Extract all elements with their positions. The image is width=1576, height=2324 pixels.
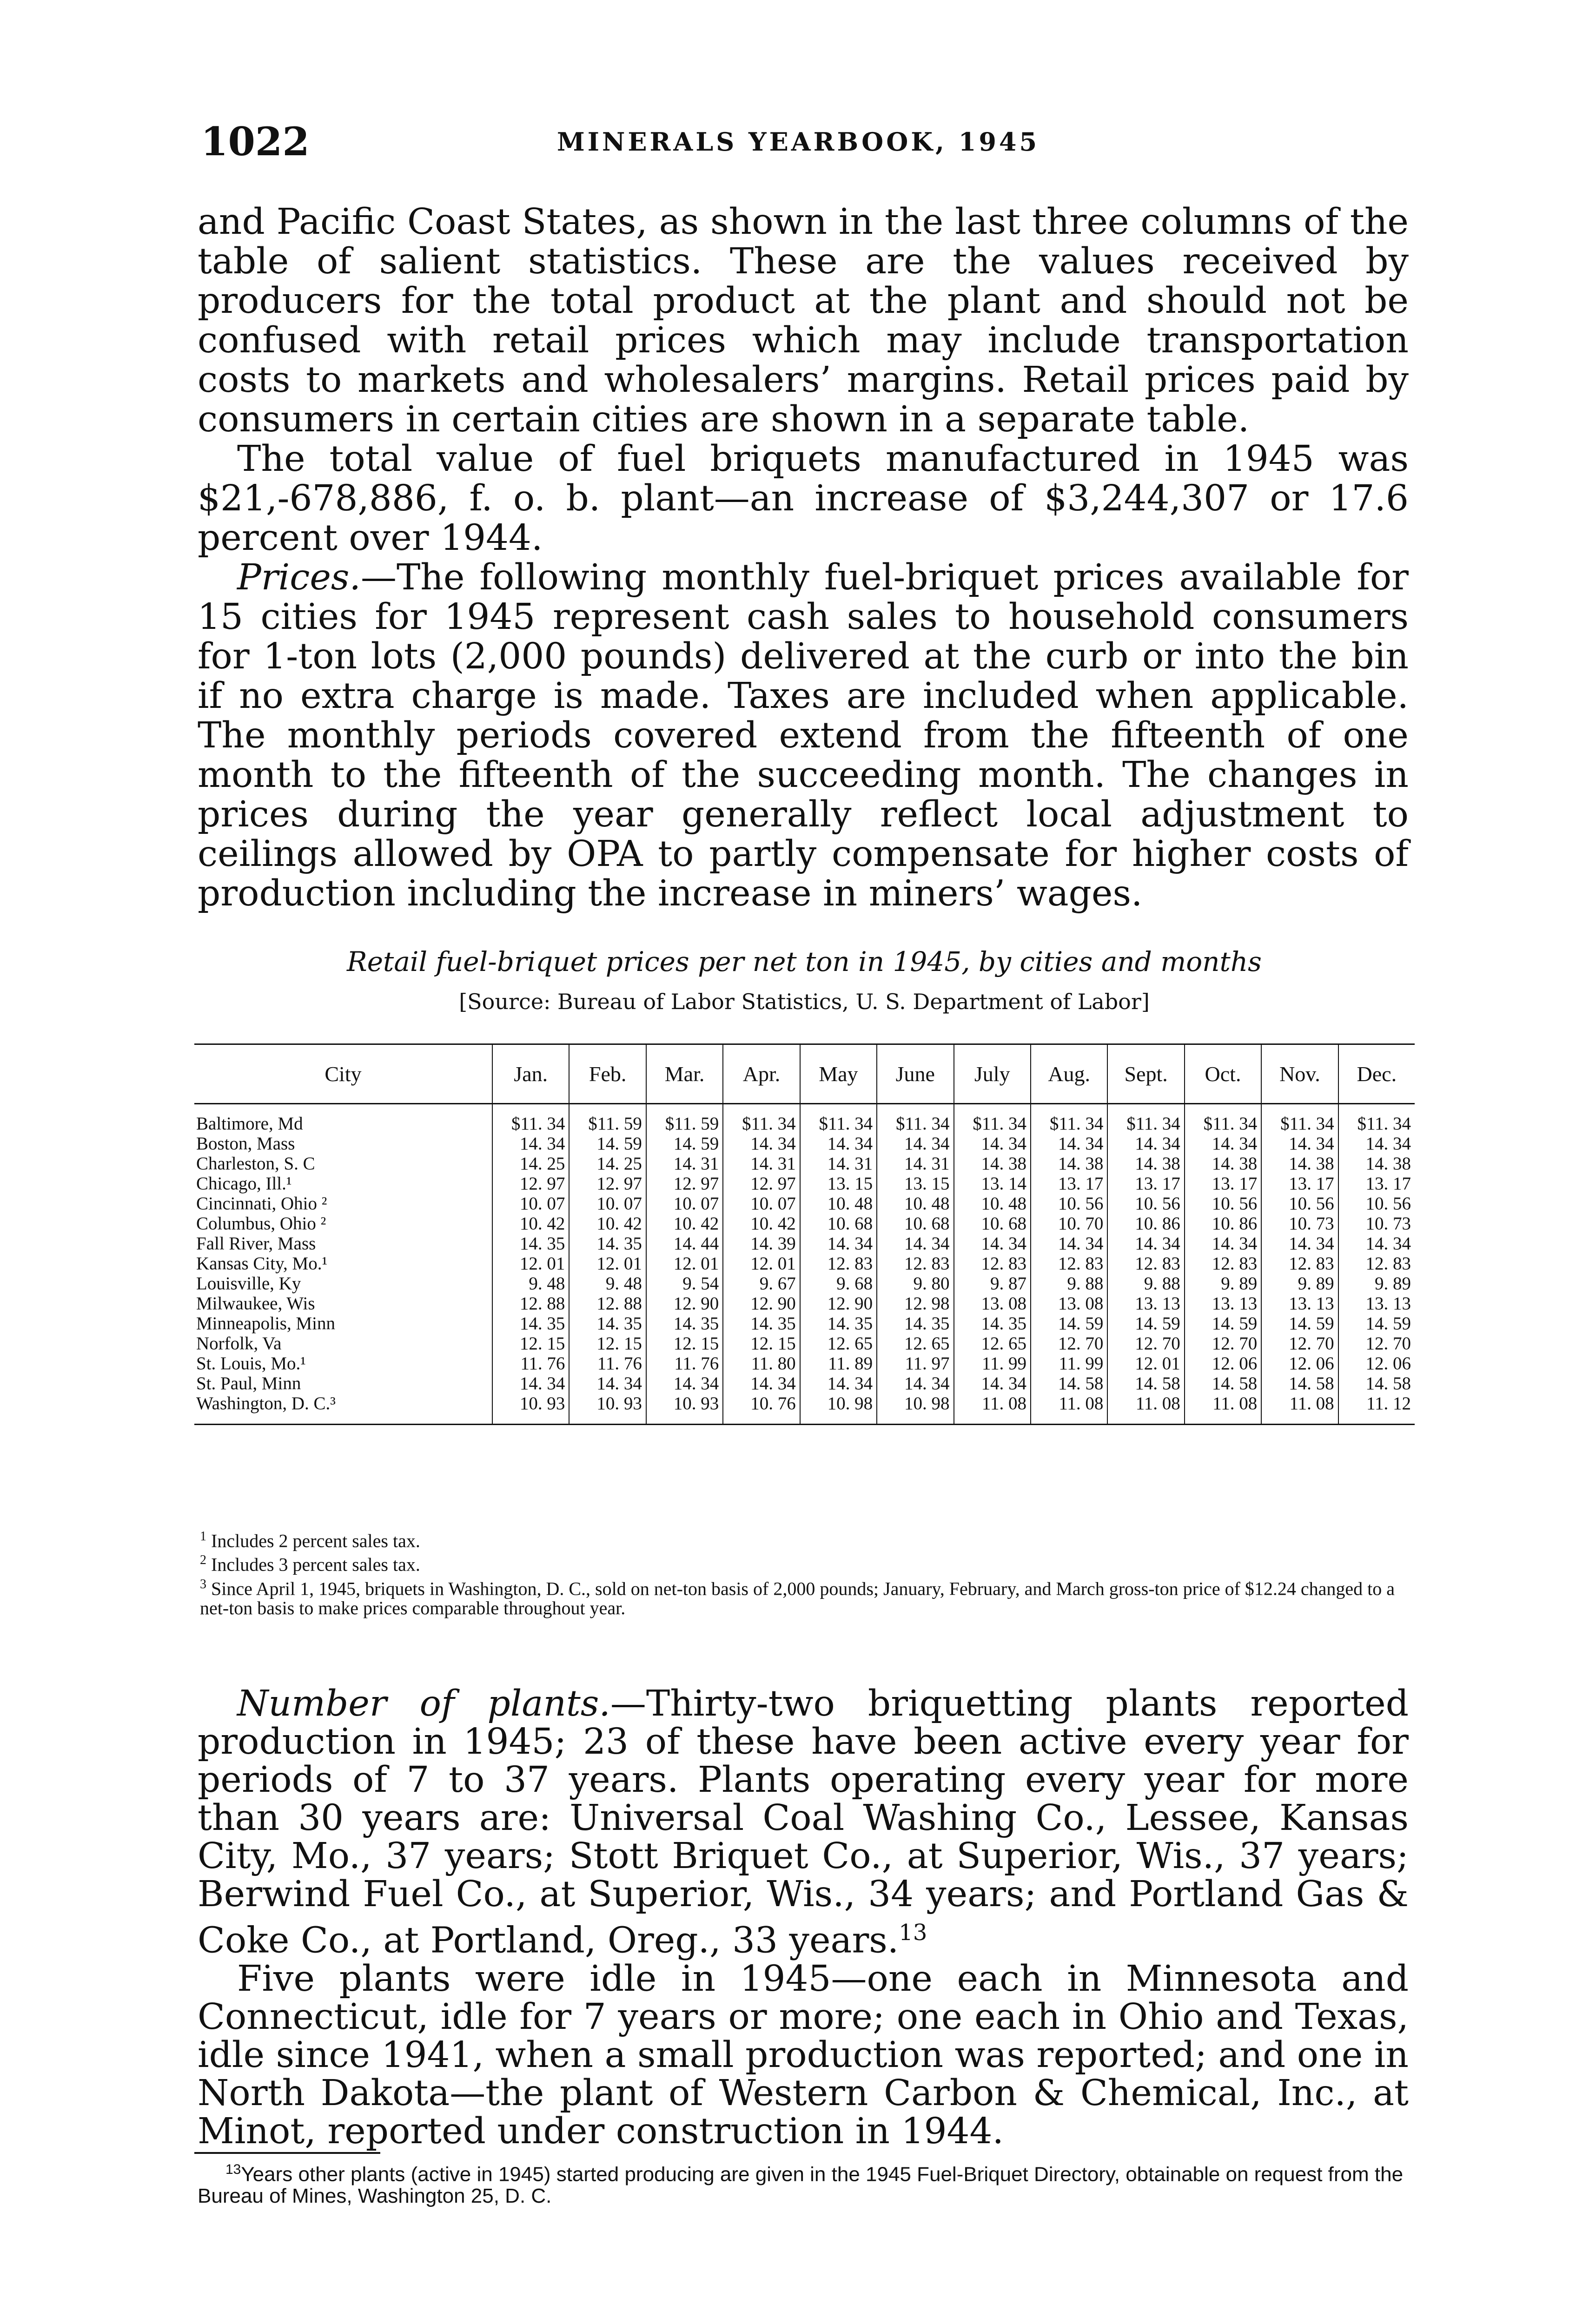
price-cell: 10. 42 [492,1214,569,1234]
price-cell: 10. 48 [954,1194,1031,1214]
intro-paragraph-2: The total value of fuel briquets manufactured in 1945 was $21,-678,886, f. o. b. plant—an increase of $3,244,307 or 17.6 percent over 1944. [198,438,1409,559]
footnote-mark: 1 [200,1529,206,1544]
price-cell: $11. 34 [877,1104,954,1134]
price-cell: 13. 13 [1261,1294,1338,1314]
column-header: Aug. [1031,1044,1107,1104]
price-cell: 14. 58 [1031,1373,1107,1393]
column-header: Jan. [492,1044,569,1104]
price-cell: 9. 67 [723,1274,800,1294]
price-cell: 14. 58 [1185,1373,1261,1393]
table-source: [Source: Bureau of Labor Statistics, U. S. Department of Labor] [459,989,1150,1014]
price-cell: 14. 59 [1031,1314,1107,1334]
table-row [194,1234,1415,1254]
city-cell: Charleston, S. C [196,1154,315,1174]
table-header-row [194,1044,1415,1104]
price-cell: 10. 70 [1031,1214,1107,1234]
price-cell: 9. 87 [954,1274,1031,1294]
price-cell: 12. 97 [569,1174,646,1194]
price-cell: 14. 59 [569,1134,646,1154]
table-row [194,1254,1415,1274]
price-cell: 14. 31 [800,1154,877,1174]
footnote-mark: 3 [200,1577,206,1591]
city-cell: Kansas City, Mo.¹ [196,1254,328,1274]
price-cell: 13. 17 [1031,1174,1107,1194]
price-cell: 14. 34 [954,1373,1031,1393]
price-cell: 14. 34 [723,1373,800,1393]
price-cell: 14. 38 [1107,1154,1184,1174]
price-cell: 14. 34 [1261,1234,1338,1254]
price-cell: 12. 01 [492,1254,569,1274]
price-cell: 11. 08 [1261,1393,1338,1425]
number-of-plants-paragraph [198,1685,1409,1960]
price-cell: 10. 42 [569,1214,646,1234]
number-of-plants-text: —Thirty-two briquetting plants reported production in 1945; 23 of these have been active every year for periods of 7 to 37 years. Plants operating every year for more than 30 years are: Universal Coal Washing Co., Lessee, Kansas City, Mo., 37 years; Stott Briquet Co., at Superior, Wis., 37 years; Berwind Fuel Co., at Superior, Wis., 34 years; and Portland Gas & Coke Co., at Portland, Oreg., 33 years. [198,1683,1409,1961]
column-header: Mar. [646,1044,723,1104]
price-cell: 14. 58 [1107,1373,1184,1393]
price-cell: 11. 76 [646,1353,723,1373]
prices-heading: Prices. [237,557,361,598]
city-cell: Fall River, Mass [196,1234,316,1254]
price-cell: 9. 89 [1338,1274,1415,1294]
price-cell: 9. 48 [492,1274,569,1294]
running-header [201,119,1396,170]
price-cell: 13. 15 [800,1174,877,1194]
city-cell: Milwaukee, Wis [196,1294,315,1314]
price-cell: 12. 65 [954,1334,1031,1353]
city-cell: Columbus, Ohio ² [196,1214,326,1234]
price-cell: $11. 34 [1185,1104,1261,1134]
price-cell: 9. 88 [1031,1274,1107,1294]
price-cell: 12. 83 [1338,1254,1415,1274]
price-cell: 10. 68 [800,1214,877,1234]
price-cell: 14. 34 [800,1234,877,1254]
price-cell: 12. 06 [1261,1353,1338,1373]
price-cell: 14. 31 [877,1154,954,1174]
price-cell: 14. 34 [954,1234,1031,1254]
price-cell: 14. 38 [954,1154,1031,1174]
footnote-mark: 13 [225,2162,241,2177]
price-cell: 14. 59 [1107,1314,1184,1334]
price-cell: 12. 83 [1261,1254,1338,1274]
price-cell: 11. 99 [1031,1353,1107,1373]
table-row [194,1334,1415,1353]
column-header: Oct. [1185,1044,1261,1104]
price-cell: 14. 31 [646,1154,723,1174]
page-footnote-text: Years other plants (active in 1945) started producing are given in the 1945 Fuel-Briquet Directory, obtainable on request from the Bureau of Mines, Washington 25, D. C. [198,2163,1404,2207]
table-row [194,1134,1415,1154]
price-cell: 13. 17 [1338,1174,1415,1194]
table-row [194,1393,1415,1425]
city-cell: Baltimore, Md [196,1114,303,1134]
price-cell: 12. 97 [646,1174,723,1194]
price-cell: $11. 34 [1261,1104,1338,1134]
price-cell: 10. 07 [723,1194,800,1214]
price-cell: 12. 70 [1185,1334,1261,1353]
price-cell: 13. 17 [1107,1174,1184,1194]
footnote-1 [200,1527,1409,1551]
price-cell: 14. 34 [1185,1234,1261,1254]
number-of-plants-section [198,1685,1409,2151]
column-header: City [194,1044,492,1104]
price-cell: 9. 68 [800,1274,877,1294]
price-cell: 9. 80 [877,1274,954,1294]
price-cell: 11. 76 [492,1353,569,1373]
price-cell: 10. 56 [1261,1194,1338,1214]
price-cell: 14. 58 [1261,1373,1338,1393]
price-cell: 14. 34 [877,1373,954,1393]
price-cell: 13. 13 [1107,1294,1184,1314]
price-cell: 12. 90 [723,1294,800,1314]
price-cell: 10. 86 [1107,1214,1184,1234]
price-cell: 10. 48 [800,1194,877,1214]
prices-paragraph [198,558,1409,913]
price-cell: 14. 25 [569,1154,646,1174]
price-cell: 10. 93 [646,1393,723,1425]
price-cell: 14. 34 [800,1134,877,1154]
price-cell: 12. 15 [646,1334,723,1353]
price-cell: 10. 48 [877,1194,954,1214]
number-of-plants-heading: Number of plants. [237,1683,610,1724]
price-cell: 14. 34 [492,1373,569,1393]
table-row [194,1154,1415,1174]
footnote-2 [200,1551,1409,1574]
price-cell: 14. 34 [1338,1234,1415,1254]
table-row [194,1314,1415,1334]
price-cell: 12. 06 [1338,1353,1415,1373]
price-cell: $11. 34 [1338,1104,1415,1134]
price-cell: 10. 07 [569,1194,646,1214]
city-cell: Washington, D. C.³ [196,1393,336,1413]
price-cell: 13. 08 [954,1294,1031,1314]
intro-paragraph-1: and Pacific Coast States, as shown in the last three columns of the table of salient statistics. These are the values received by producers for the total product at the plant and should not be confused with retail prices which may include transportation costs to markets and wholesalers’ margins. Retail prices paid by consumers in certain cities are shown in a separate table. [198,201,1409,440]
price-cell: 14. 59 [646,1134,723,1154]
price-cell: 14. 34 [877,1234,954,1254]
price-cell: 11. 08 [1185,1393,1261,1425]
table-row [194,1194,1415,1214]
price-cell: 14. 35 [492,1314,569,1334]
prices-paragraph-text: —The following monthly fuel-briquet prices available for 15 cities for 1945 represent cash sales to household consumers for 1-ton lots (2,000 pounds) delivered at the curb or into the bin if no extra charge is made. Taxes are included when applicable. The monthly periods covered extend from the fifteenth of one month to the fifteenth of the succeeding month. The changes in prices during the year generally reflect local adjustment to ceilings allowed by OPA to partly compensate for higher costs of production including the increase in miners’ wages. [198,557,1409,914]
price-cell: 14. 34 [1107,1134,1184,1154]
price-cell: 12. 90 [646,1294,723,1314]
price-cell: 12. 15 [723,1334,800,1353]
price-cell: 10. 68 [877,1214,954,1234]
page-number: 1022 [201,119,310,165]
price-cell: 11. 97 [877,1353,954,1373]
price-cell: 11. 80 [723,1353,800,1373]
city-cell: Norfolk, Va [196,1334,282,1353]
price-cell: 12. 70 [1031,1334,1107,1353]
price-cell: 14. 58 [1338,1373,1415,1393]
table-row [194,1373,1415,1393]
footnote-text: Includes 2 percent sales tax. [211,1530,420,1552]
price-cell: 12. 01 [1107,1353,1184,1373]
price-cell: 14. 35 [800,1314,877,1334]
city-cell: St. Louis, Mo.¹ [196,1353,306,1373]
price-cell: 13. 14 [954,1174,1031,1194]
page-footnote [198,2159,1406,2207]
city-cell: St. Paul, Minn [196,1373,301,1393]
price-cell: $11. 34 [492,1104,569,1134]
price-cell: 13. 08 [1031,1294,1107,1314]
price-cell: 11. 12 [1338,1393,1415,1425]
table-footnotes [200,1527,1409,1618]
price-cell: 10. 56 [1107,1194,1184,1214]
price-cell: 12. 97 [492,1174,569,1194]
price-cell: 12. 83 [1031,1254,1107,1274]
price-cell: 12. 70 [1261,1334,1338,1353]
column-header: May [800,1044,877,1104]
city-cell: Minneapolis, Minn [196,1314,335,1334]
price-cell: 14. 44 [646,1234,723,1254]
city-cell: Cincinnati, Ohio ² [196,1194,327,1214]
price-cell: $11. 34 [1107,1104,1184,1134]
price-cell: 12. 06 [1185,1353,1261,1373]
price-cell: 12. 70 [1338,1334,1415,1353]
price-cell: 9. 89 [1185,1274,1261,1294]
column-header: Nov. [1261,1044,1338,1104]
column-header: Dec. [1338,1044,1415,1104]
price-table [194,1043,1415,1425]
price-cell: 14. 35 [877,1314,954,1334]
price-cell: 10. 07 [646,1194,723,1214]
price-cell: 10. 56 [1185,1194,1261,1214]
price-cell: 12. 88 [492,1294,569,1314]
price-cell: 12. 83 [954,1254,1031,1274]
price-cell: 14. 35 [492,1234,569,1254]
price-cell: 14. 59 [1338,1314,1415,1334]
price-cell: 12. 15 [569,1334,646,1353]
price-cell: 11. 08 [1031,1393,1107,1425]
price-cell: 14. 34 [1261,1134,1338,1154]
footnote-divider [194,2152,380,2154]
table-row [194,1294,1415,1314]
price-cell: 14. 38 [1031,1154,1107,1174]
price-cell: 14. 34 [954,1134,1031,1154]
price-cell: 12. 01 [723,1254,800,1274]
price-cell: $11. 34 [723,1104,800,1134]
price-cell: 12. 83 [1107,1254,1184,1274]
price-cell: 10. 42 [723,1214,800,1234]
city-cell: Boston, Mass [196,1134,295,1154]
price-cell: 13. 15 [877,1174,954,1194]
page-footnote-text-block [198,2159,1406,2207]
table-row [194,1353,1415,1373]
price-cell: 13. 13 [1185,1294,1261,1314]
price-cell: 10. 73 [1338,1214,1415,1234]
price-cell: 14. 34 [646,1373,723,1393]
price-cell: 14. 35 [723,1314,800,1334]
price-cell: 14. 35 [646,1314,723,1334]
city-cell: Louisville, Ky [196,1274,301,1294]
price-cell: $11. 59 [569,1104,646,1134]
price-cell: 14. 34 [1107,1234,1184,1254]
price-cell: 12. 01 [569,1254,646,1274]
footnote-reference: 13 [899,1920,927,1946]
price-table-container [194,1043,1415,1425]
price-cell: 14. 35 [569,1314,646,1334]
price-cell: 11. 89 [800,1353,877,1373]
column-header: July [954,1044,1031,1104]
price-cell: 12. 83 [800,1254,877,1274]
price-cell: 10. 56 [1031,1194,1107,1214]
city-cell: Chicago, Ill.¹ [196,1174,292,1194]
price-cell: 12. 88 [569,1294,646,1314]
price-cell: 11. 99 [954,1353,1031,1373]
price-cell: 12. 15 [492,1334,569,1353]
price-cell: 9. 89 [1261,1274,1338,1294]
price-cell: 12. 83 [877,1254,954,1274]
price-cell: 14. 34 [1031,1234,1107,1254]
price-cell: 9. 88 [1107,1274,1184,1294]
price-cell: 10. 68 [954,1214,1031,1234]
idle-plants-paragraph: Five plants were idle in 1945—one each in Minnesota and Connecticut, idle for 7 years or more; one each in Ohio and Texas, idle since 1941, when a small production was reported; and one in North Dakota—the plant of Western Carbon & Chemical, Inc., at Minot, reported under construction in 1944. [198,1958,1409,2152]
price-cell: 13. 13 [1338,1294,1415,1314]
price-cell: 14. 38 [1261,1154,1338,1174]
price-cell: 14. 34 [1185,1134,1261,1154]
footnote-text: Includes 3 percent sales tax. [211,1554,420,1575]
price-cell: 10. 73 [1261,1214,1338,1234]
table-row [194,1104,1415,1134]
price-cell: 12. 90 [800,1294,877,1314]
table-row [194,1174,1415,1194]
price-cell: 14. 34 [1338,1134,1415,1154]
price-cell: 14. 34 [877,1134,954,1154]
price-cell: 12. 98 [877,1294,954,1314]
price-cell: 12. 65 [800,1334,877,1353]
price-cell: 10. 07 [492,1194,569,1214]
price-cell: 14. 34 [723,1134,800,1154]
price-cell: 10. 76 [723,1393,800,1425]
price-cell: 12. 65 [877,1334,954,1353]
price-cell: 13. 17 [1185,1174,1261,1194]
price-cell: 14. 39 [723,1234,800,1254]
table-title: Retail fuel-briquet prices per net ton in 1945, by cities and months [347,946,1262,977]
column-header: Feb. [569,1044,646,1104]
price-cell: 9. 54 [646,1274,723,1294]
price-cell: 11. 76 [569,1353,646,1373]
price-cell: 14. 34 [492,1134,569,1154]
column-header: Apr. [723,1044,800,1104]
footnote-mark: 2 [200,1553,206,1568]
table-row [194,1274,1415,1294]
price-cell: 14. 31 [723,1154,800,1174]
table-row [194,1214,1415,1234]
price-cell: 10. 86 [1185,1214,1261,1234]
price-cell: 10. 56 [1338,1194,1415,1214]
footnote-3 [200,1575,1409,1618]
price-cell: 9. 48 [569,1274,646,1294]
intro-text [198,202,1409,913]
price-cell: 14. 35 [569,1234,646,1254]
price-cell: 14. 59 [1185,1314,1261,1334]
price-cell: 14. 59 [1261,1314,1338,1334]
price-cell: 14. 38 [1338,1154,1415,1174]
price-cell: $11. 34 [1031,1104,1107,1134]
price-cell: 10. 93 [492,1393,569,1425]
price-cell: 14. 34 [1031,1134,1107,1154]
price-cell: 14. 34 [569,1373,646,1393]
price-cell: 13. 17 [1261,1174,1338,1194]
running-title: MINERALS YEARBOOK, 1945 [556,127,1040,157]
price-cell: $11. 34 [800,1104,877,1134]
price-cell: 14. 34 [800,1373,877,1393]
price-cell: $11. 34 [954,1104,1031,1134]
price-cell: 11. 08 [1107,1393,1184,1425]
price-cell: 12. 83 [1185,1254,1261,1274]
column-header: Sept. [1107,1044,1184,1104]
column-header: June [877,1044,954,1104]
price-cell: 10. 93 [569,1393,646,1425]
price-cell: 14. 35 [954,1314,1031,1334]
price-cell: 12. 70 [1107,1334,1184,1353]
price-cell: 14. 25 [492,1154,569,1174]
table-body [194,1104,1415,1425]
price-cell: 10. 98 [800,1393,877,1425]
price-cell: $11. 59 [646,1104,723,1134]
price-cell: 11. 08 [954,1393,1031,1425]
price-cell: 14. 38 [1185,1154,1261,1174]
footnote-text: Since April 1, 1945, briquets in Washington, D. C., sold on net-ton basis of 2,000 pounds; January, February, and March gross-ton price of $12.24 changed to a net-ton basis to make prices comparable throughout year. [200,1578,1395,1618]
price-cell: 12. 97 [723,1174,800,1194]
price-cell: 10. 42 [646,1214,723,1234]
price-cell: 10. 98 [877,1393,954,1425]
price-cell: 12. 01 [646,1254,723,1274]
